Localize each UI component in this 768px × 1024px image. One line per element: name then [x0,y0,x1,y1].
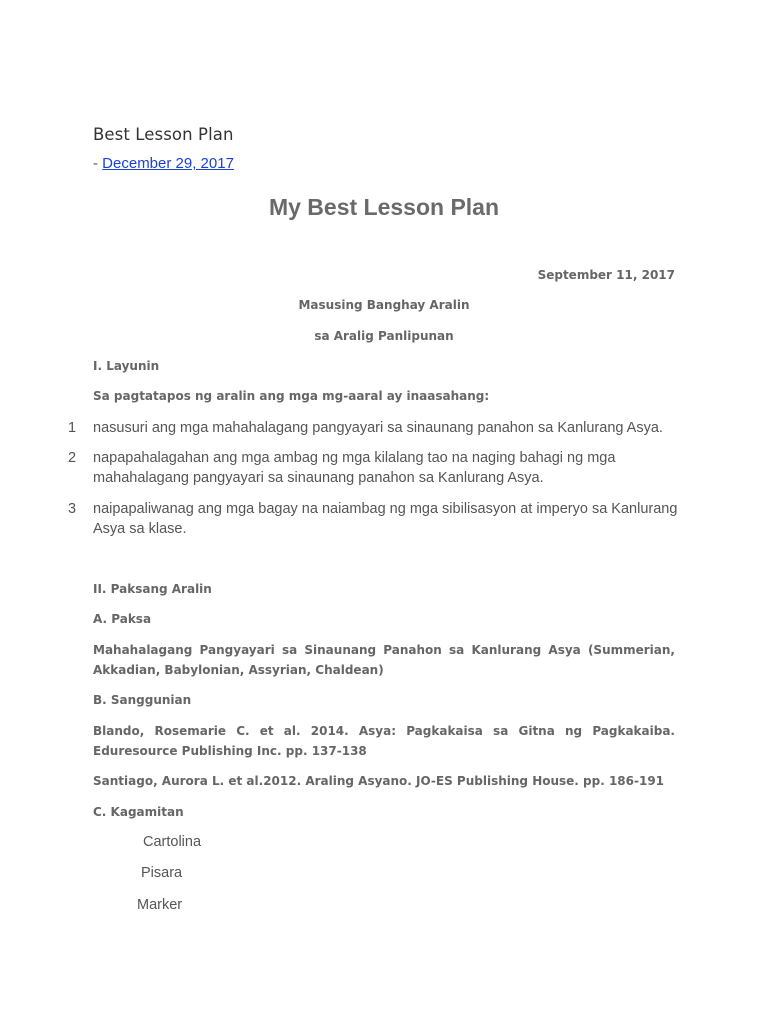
objective-item [68,418,688,438]
objective-number: 3 [68,501,77,517]
objectives-intro: Sa pagtatapos ng aralin ang mga mg-aaral ay inaasahang: [93,389,490,403]
kagamitan-label: C. Kagamitan [93,805,184,819]
post-date-link[interactable]: December 29, 2017 [102,155,234,172]
reference-item: Santiago, Aurora L. et al.2012. Araling Asyano. JO-ES Publishing House. pp. 186-191 [93,774,665,788]
document-title: My Best Lesson Plan [268,194,500,220]
objective-item [68,499,688,539]
date-prefix: - [93,155,98,172]
paksa-text: Mahahalagang Pangyayari sa Sinaunang Panahon sa Kanlurang Asya (Summerian, Akkadian, Babylonian, Assyrian, Chaldean) [93,643,675,677]
reference-item: Blando, Rosemarie C. et al. 2014. Asya: Pagkakaisa sa Gitna ng Pagkakaiba. Eduresource Publishing Inc. pp. 137-138 [93,724,675,758]
blog-post-title: Best Lesson Plan [93,125,234,144]
sanggunian-label: B. Sanggunian [93,693,192,707]
post-date-line [93,155,234,172]
objective-item [68,448,688,488]
plan-date: September 11, 2017 [537,268,675,282]
heading-line-1: Masusing Banghay Aralin [298,298,470,312]
section-paksang-aralin: II. Paksang Aralin [93,582,212,596]
material-item: Marker [137,897,183,913]
material-item: Pisara [141,865,183,881]
objective-text: napapahalagahan ang mga ambag ng mga kilalang tao na naging bahagi ng mga mahahalagang pangyayari sa sinaunang panahon sa Kanlurang Asya. [93,450,616,486]
section-layunin: I. Layunin [93,359,160,373]
objective-number: 1 [68,420,77,436]
objective-number: 2 [68,450,77,466]
material-item: Cartolina [143,834,202,850]
objective-text: nasusuri ang mga mahahalagang pangyayari sa sinaunang panahon sa Kanlurang Asya. [93,420,663,436]
heading-line-2: sa Aralig Panlipunan [314,329,454,343]
objective-text: naipapaliwanag ang mga bagay na naiambag ng mga sibilisasyon at imperyo sa Kanlurang Asya sa klase. [93,501,678,537]
paksa-label: A. Paksa [93,612,152,626]
